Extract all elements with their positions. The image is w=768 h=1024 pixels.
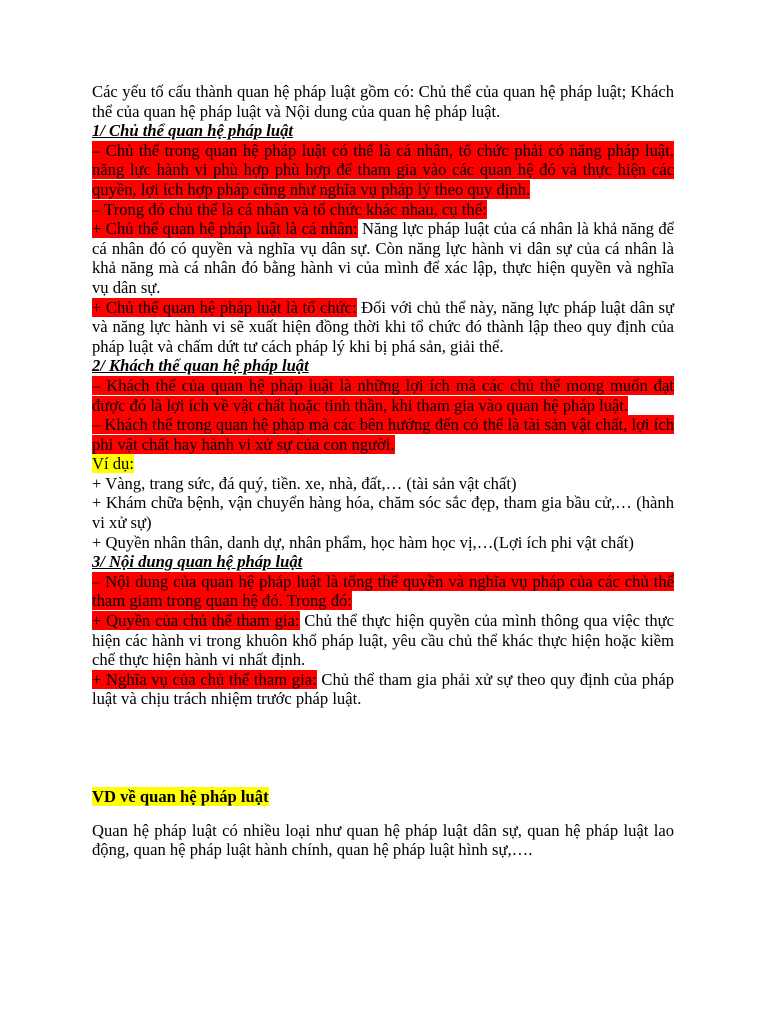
- section3-paragraph-2: + Quyền của chủ thể tham gia: Chủ thể thực hiện quyền của mình thông qua việc thực hiện các hành vi trong khuôn khổ pháp luật, yêu cầu chủ thể khác thực hiện hoặc kiềm chế thực hiện hành vi nhất định.: [92, 611, 674, 670]
- highlight-red: – Khách thể của quan hệ pháp luật là những lợi ích mà các chủ thể mong muốn đạt được đó là lợi ích về vật chất hoặc tinh thần, khi tham gia vào quan hệ pháp luật.: [92, 375, 674, 415]
- section3-paragraph-1: [92, 572, 674, 611]
- intro-paragraph: Các yếu tố cấu thành quan hệ pháp luật gồm có: Chủ thể của quan hệ pháp luật; Khách thể của quan hệ pháp luật và Nội dung của quan hệ pháp luật.: [92, 82, 674, 121]
- vd-paragraph: Quan hệ pháp luật có nhiều loại như quan hệ pháp luật dân sự, quan hệ pháp luật lao động, quan hệ pháp luật hành chính, quan hệ pháp luật hình sự,….: [92, 820, 674, 860]
- document-body: [92, 82, 674, 860]
- highlight-red: + Quyền của chủ thể tham gia:: [92, 611, 300, 631]
- highlight-red: – Khách thể trong quan hệ pháp mà các bên hướng đến có thể là tài sản vật chất, lợi ích phi vật chất hay hành vi xử sự của con người.: [92, 415, 674, 454]
- section3-paragraph-3: + Nghĩa vụ của chủ thể tham gia: Chủ thể tham gia phải xử sự theo quy định của pháp luật và chịu trách nhiệm trước pháp luật.: [92, 669, 674, 709]
- section2-paragraph-2: [92, 415, 674, 454]
- spacer: [92, 709, 674, 787]
- section1-paragraph-1: [92, 141, 674, 200]
- section3-heading: 3/ Nội dung quan hệ pháp luật: [92, 552, 303, 572]
- section1-paragraph-4: + Chủ thể quan hệ pháp luật là tổ chức: Đối với chủ thể này, năng lực pháp luật dân sự và năng lực hành vi sẽ xuất hiện đồng thời khi tổ chức đó thành lập theo quy định của pháp luật và chấm dứt tư cách pháp lý khi bị phá sản, giải thể.: [92, 297, 674, 356]
- highlight-red: – Nội dung của quan hệ pháp luật là tổng thể quyền và nghĩa vụ pháp của các chủ thể tham giam trong quan hệ đó. Trong đó:: [92, 571, 674, 611]
- highlight-yellow: Ví dụ:: [92, 454, 134, 474]
- highlight-yellow: VD về quan hệ pháp luật: [92, 787, 269, 806]
- section2-heading: 2/ Khách thể quan hệ pháp luật: [92, 356, 309, 376]
- highlight-red: – Chủ thể trong quan hệ pháp luật có thể là cá nhân, tổ chức phải có năng pháp luật, năng lực hành vi phù hợp phù hợp để tham gia vào các quan hệ đó và thực hiện các quyền, lợi ích hợp pháp cũng như nghĩa vụ pháp lý theo quy định.: [92, 140, 674, 199]
- highlight-red: + Chủ thể quan hệ pháp luật là tổ chức:: [92, 297, 357, 317]
- example-item-2: + Khám chữa bệnh, vận chuyển hàng hóa, chăm sóc sắc đẹp, tham gia bầu cử,… (hành vi xử sự): [92, 493, 674, 533]
- section1-heading: 1/ Chủ thể quan hệ pháp luật: [92, 121, 294, 141]
- section1-paragraph-3: + Chủ thể quan hệ pháp luật là cá nhân: Năng lực pháp luật của cá nhân là khả năng để cá nhân đó có quyền và nghĩa vụ dân sự. Còn năng lực hành vi dân sự của cá nhân là khả năng mà cá nhân đó bằng hành vi của mình để xác lập, thực hiện quyền và nghĩa vụ dân sự.: [92, 219, 674, 297]
- spacer: [92, 807, 674, 821]
- highlight-red: + Nghĩa vụ của chủ thể tham gia:: [92, 669, 317, 689]
- section2-paragraph-1: [92, 376, 674, 415]
- example-label: [92, 454, 674, 474]
- highlight-red: – Trong đó chủ thể là cá nhân và tổ chức khác nhau, cụ thể:: [92, 199, 487, 219]
- highlight-red: + Chủ thể quan hệ pháp luật là cá nhân:: [92, 219, 358, 239]
- example-item-3: + Quyền nhân thân, danh dự, nhân phẩm, học hàm học vị,…(Lợi ích phi vật chất): [92, 532, 634, 552]
- section1-paragraph-2: [92, 200, 674, 220]
- example-item-1: + Vàng, trang sức, đá quý, tiền. xe, nhà, đất,… (tài sản vật chất): [92, 473, 517, 493]
- vd-title: [92, 787, 674, 807]
